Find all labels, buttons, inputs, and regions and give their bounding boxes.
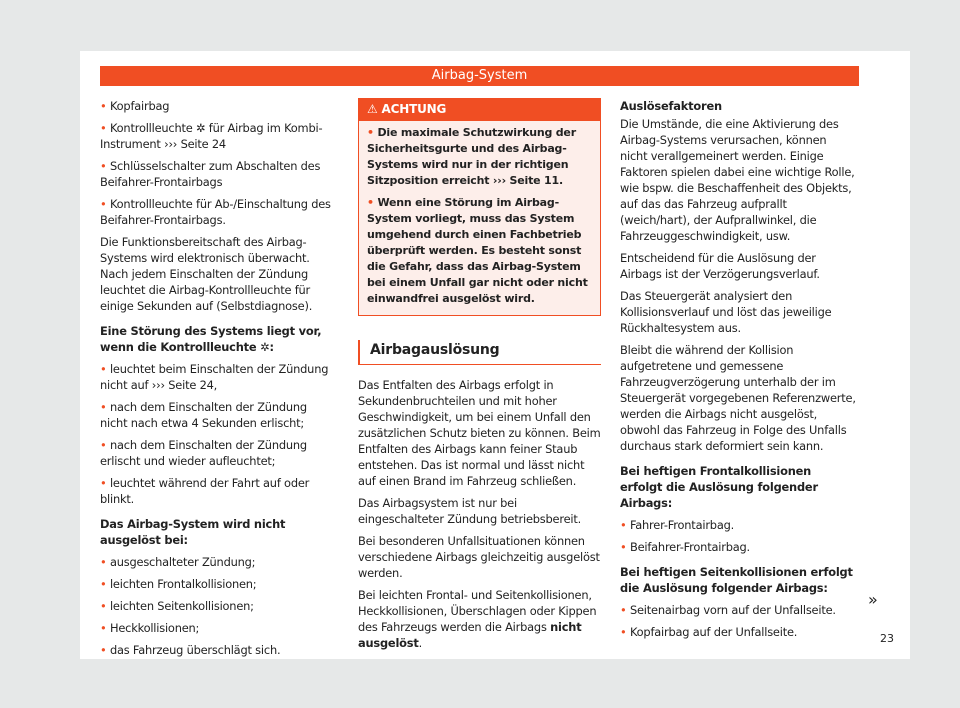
continue-marker: » (868, 590, 878, 609)
paragraph: Die Funktionsbereitschaft des Airbag-Systems wird elektronisch überwacht. Nach jedem Einschalten der Zündung leuchtet die Airbag-Kontrollleuchte für einige Sekunden auf (Selbstdiagnose). (100, 235, 313, 313)
section-heading: Airbagauslösung (358, 340, 601, 365)
list-item: • nach dem Einschalten der Zündung erlischt und wieder aufleuchtet; (100, 437, 335, 469)
paragraph-text: Bei leichten Frontal- und Seitenkollisionen, Heckkollisionen, Überschlagen oder Kippen des Fahrzeugs werden die Airbags (358, 588, 597, 634)
paragraph-end: . (418, 636, 423, 650)
list-item: • Schlüsselschalter zum Abschalten des Beifahrer-Frontairbags (100, 158, 335, 190)
list-item: • Beifahrer-Frontairbag. (620, 539, 856, 555)
paragraph: Die Umstände, die eine Aktivierung des Airbag-Systems verursachen, können nicht verallgemeinert werden. Einige Faktoren spielen dabei eine wichtige Rolle, wie bspw. die Beschaffenheit des Objekts, auf das das Fahrzeug aufprallt (weich/hart), der Aufprallwinkel, die Fahrzeuggeschwindigkeit, usw. (620, 117, 855, 243)
warning-title: ACHTUNG (381, 102, 447, 116)
warning-item: • Wenn eine Störung im Airbag-System vorliegt, muss das System umgehend durch einen Fachbetrieb überprüft werden. Es besteht sonst die Gefahr, dass das Airbag-System bei einem Unfall gar nicht oder nicht einwandfrei ausgelöst wird. (367, 195, 592, 307)
paragraph: Bleibt die während der Kollision aufgetretene und gemessene Fahrzeugverzögerung unterhalb der im Steuergerät vorgegebenen Referenzwerte, werden die Airbags nicht ausgelöst, obwohl das Fahrzeug in Folge des Unfalls durchaus stark deformiert sein kann. (620, 343, 856, 453)
subheading: Eine Störung des Systems liegt vor, wenn die Kontrollleuchte ✲: (100, 324, 322, 354)
list-item: • leuchtet beim Einschalten der Zündung nicht auf ››› Seite 24, (100, 361, 335, 393)
subheading: Das Airbag-System wird nicht ausgelöst bei: (100, 517, 286, 547)
list-item: • leuchtet während der Fahrt auf oder blinkt. (100, 475, 335, 507)
list-item: • Kopfairbag auf der Unfallseite. (620, 624, 856, 640)
list-item: • Kontrollleuchte ✲ für Airbag im Kombi-Instrument ››› Seite 24 (100, 120, 335, 152)
warning-triangle-icon: ⚠ (367, 102, 378, 116)
column-2 (358, 98, 601, 657)
list-item: • Seitenairbag vorn auf der Unfallseite. (620, 602, 856, 618)
emphasis: nicht ausgelöst (358, 620, 582, 650)
paragraph: Bei besonderen Unfallsituationen können verschiedene Airbags gleichzeitig ausgelöst werden. (358, 534, 600, 580)
list-item: • ausgeschalteter Zündung; (100, 554, 335, 570)
list-item: • Kontrollleuchte für Ab-/Einschaltung des Beifahrer-Frontairbags. (100, 196, 335, 228)
paragraph: Das Entfalten des Airbags erfolgt in Sekundenbruchteilen und mit hoher Geschwindigkeit, um bei einem Unfall den zusätzlichen Schutz bieten zu können. Beim Entfalten des Airbags kann feiner Staub entstehen. Das ist normal und lässt nicht auf einen Brand im Fahrzeug schließen. (358, 378, 601, 488)
paragraph: Das Steuergerät analysiert den Kollisionsverlauf und löst das jeweilige Rückhaltesystem aus. (620, 289, 832, 335)
list-item: • Fahrer-Frontairbag. (620, 517, 856, 533)
list-item: • nach dem Einschalten der Zündung nicht nach etwa 4 Sekunden erlischt; (100, 399, 335, 431)
paragraph: Entscheidend für die Auslösung der Airbags ist der Verzögerungsverlauf. (620, 251, 820, 281)
column-1 (100, 98, 335, 664)
page-header: Airbag-System (100, 66, 859, 86)
subheading: Auslösefaktoren (620, 99, 722, 113)
list-item: • leichten Seitenkollisionen; (100, 598, 335, 614)
subheading: Bei heftigen Frontalkollisionen erfolgt die Auslösung folgender Airbags: (620, 464, 818, 510)
column-3 (620, 98, 856, 646)
warning-item: • Die maximale Schutzwirkung der Sicherheitsgurte und des Airbag-Systems wird nur in der richtigen Sitzposition erreicht ››› Seite 11. (367, 125, 592, 189)
warning-box (358, 98, 601, 316)
list-item: • leichten Frontalkollisionen; (100, 576, 335, 592)
page-number: 23 (880, 632, 894, 645)
list-item: • Kopfairbag (100, 98, 335, 114)
warning-header (359, 99, 600, 121)
paragraph: Das Airbagsystem ist nur bei eingeschalteter Zündung betriebsbereit. (358, 496, 582, 526)
list-item: • Heckkollisionen; (100, 620, 335, 636)
paragraph (358, 587, 601, 651)
list-item: • das Fahrzeug überschlägt sich. (100, 642, 335, 658)
subheading: Bei heftigen Seitenkollisionen erfolgt die Auslösung folgender Airbags: (620, 565, 853, 595)
